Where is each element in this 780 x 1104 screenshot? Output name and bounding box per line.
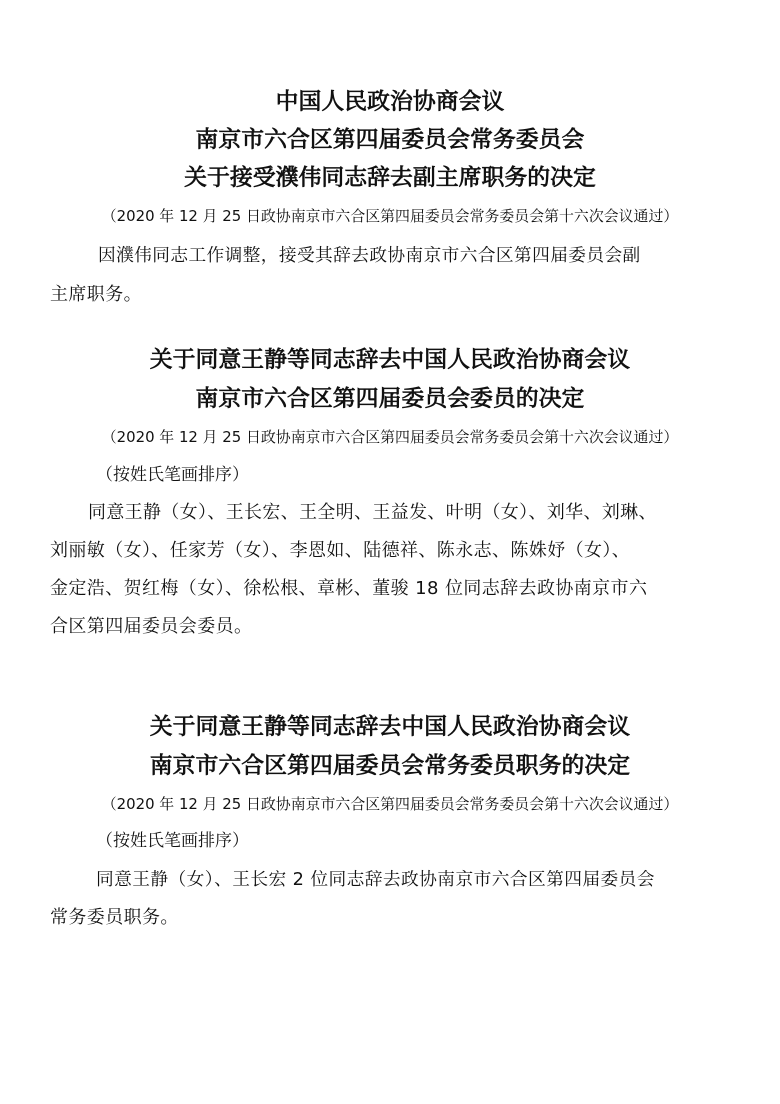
section3-adoption-note: （2020 年 12 月 25 日政协南京市六合区第四届委员会常务委员会第十六次会议通过） — [101, 795, 679, 813]
section2-body-line-3: 金定浩、贺红梅（女）、徐松根、章彬、董骏 18 位同志辞去政协南京市六 — [50, 578, 648, 599]
section2-title-line-1: 关于同意王静等同志辞去中国人民政治协商会议 — [149, 347, 631, 373]
section3-body-line-1: 同意王静（女）、王长宏 2 位同志辞去政协南京市六合区第四届委员会 — [96, 870, 655, 890]
section3-title-line-2: 南京市六合区第四届委员会常务委员职务的决定 — [149, 753, 631, 779]
section3-title-line-1: 关于同意王静等同志辞去中国人民政治协商会议 — [149, 714, 631, 740]
section1-title-line-1: 中国人民政治协商会议 — [275, 89, 505, 115]
section2-title-line-2: 南京市六合区第四届委员会委员的决定 — [195, 386, 585, 412]
section2-body-line-2: 刘丽敏（女）、任家芳（女）、李恩如、陆德祥、陈永志、陈姝妤（女）、 — [50, 540, 631, 561]
section3-body-line-2: 常务委员职务。 — [50, 907, 179, 928]
section2-order-note: （按姓氏笔画排序） — [96, 465, 249, 485]
section1-body-line-1: 因濮伟同志工作调整，接受其辞去政协南京市六合区第四届委员会副 — [98, 246, 641, 266]
section1-body-line-2: 主席职务。 — [50, 284, 142, 305]
section3-order-note: （按姓氏笔画排序） — [96, 831, 249, 851]
section2-body-line-4: 合区第四届委员会委员。 — [50, 616, 253, 637]
section2-adoption-note: （2020 年 12 月 25 日政协南京市六合区第四届委员会常务委员会第十六次会议通过） — [101, 428, 679, 446]
section1-title-line-2: 南京市六合区第四届委员会常务委员会 — [195, 127, 585, 153]
section1-adoption-note: （2020 年 12 月 25 日政协南京市六合区第四届委员会常务委员会第十六次会议通过） — [101, 207, 679, 225]
section2-body-line-1: 同意王静（女）、王长宏、王全明、王益发、叶明（女）、刘华、刘琳、 — [88, 502, 657, 523]
section1-title-line-3: 关于接受濮伟同志辞去副主席职务的决定 — [184, 165, 596, 191]
